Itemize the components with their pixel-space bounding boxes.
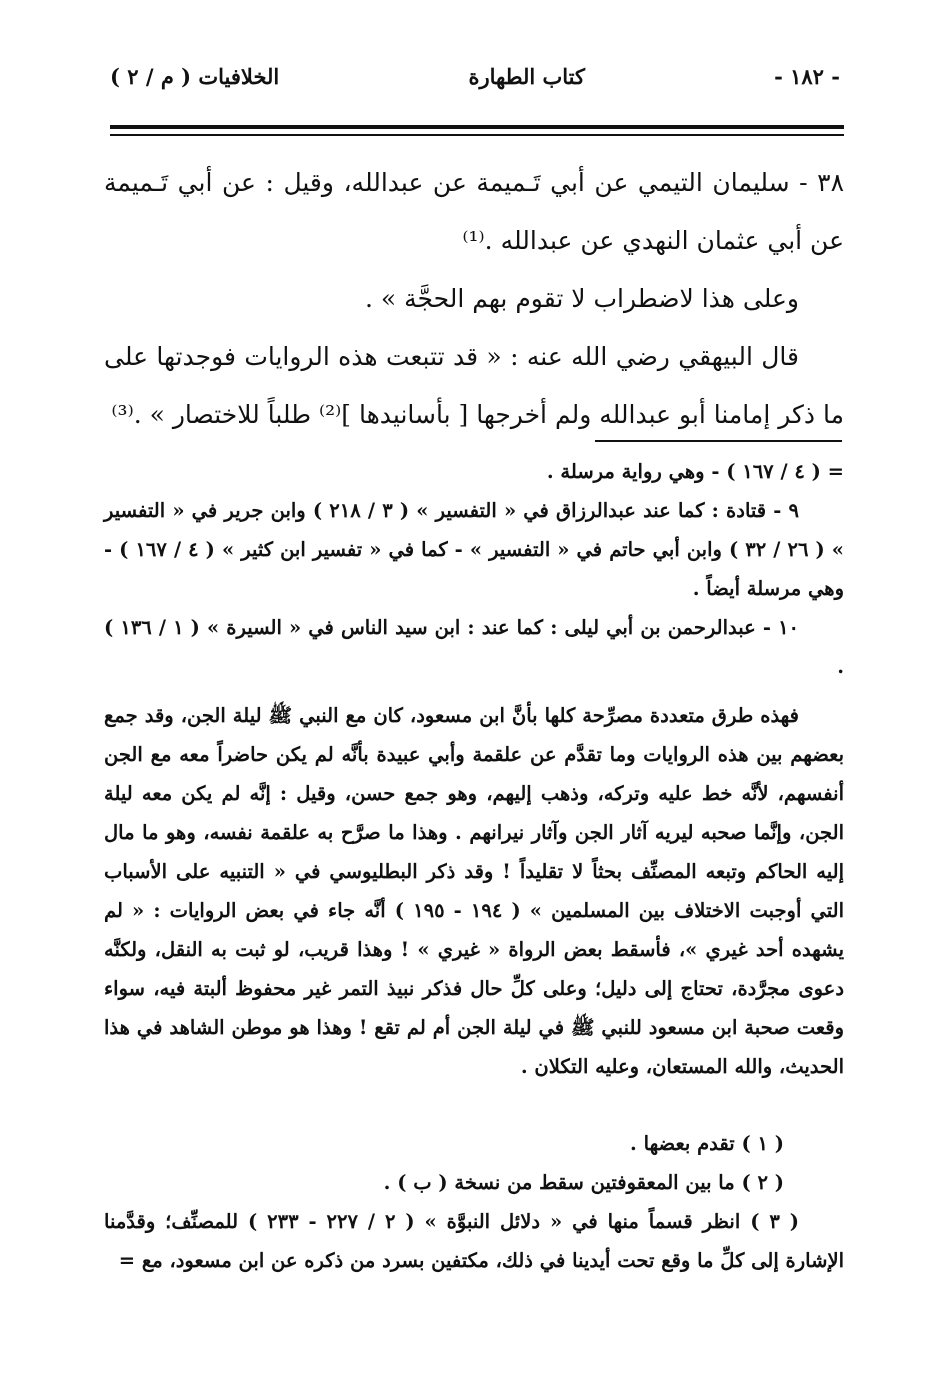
footnote-1: ( ١ ) تقدم بعضها . (630, 1132, 784, 1155)
main-text (104, 154, 844, 444)
footnote-line: ١٠ - عبدالرحمن بن أبي ليلى : كما عند : ابن سيد الناس في « السيرة » ( ١ / ١٣٦ ) . (104, 616, 844, 678)
book-title: كتاب الطهارة (468, 64, 585, 89)
footnote-separator (595, 440, 842, 442)
main-paragraph: وعلى هذا لاضطراب لا تقوم بهم الحجَّة » . (364, 284, 799, 313)
footnote-3: ( ٣ ) انظر قسماً منها في « دلائل النبوَّة » ( ٢ / ٢٢٧ - ٢٣٣ ) للمصنِّف؛ وقدَّمنا الإشارة إلى كلِّ ما وقع تحت أيدينا في ذلك، مكتفين بسرد من ذكره عن ابن مسعود، مع = (104, 1210, 844, 1272)
header-rule-thick (110, 125, 844, 129)
footnote-line: ٩ - قتادة : كما عند عبدالرزاق في « التفسير » ( ٣ / ٢١٨ ) وابن جرير في « التفسير » ( ٢٦ / ٣٢ ) وابن أبي حاتم في « التفسير » - كما في « تفسير ابن كثير » ( ٤ / ١٦٧ ) - وهي مرسلة أيضاً . (104, 499, 844, 600)
page-number: - ١٨٢ - (774, 64, 840, 89)
footnotes (104, 1124, 844, 1280)
footnote-2: ( ٢ ) ما بين المعقوفتين سقط من نسخة ( ب ) . (383, 1171, 784, 1194)
header-rule-thin (110, 134, 844, 136)
page-header (110, 58, 840, 98)
footnotes-continued (104, 452, 844, 686)
main-paragraph: قال البيهقي رضي الله عنه : « قد تتبعت هذه الروايات فوجدتها على ما ذكر إمامنا أبو عبدالله ولم أخرجها [ بأسانيدها ]⁽²⁾ طلباً للاختصار » .⁽³⁾ (104, 342, 844, 429)
main-paragraph: ٣٨ - سليمان التيمي عن أبي تَـميمة عن عبدالله، وقيل : عن أبي تَـميمة عن أبي عثمان النهدي عن عبدالله .⁽¹⁾ (104, 168, 844, 255)
commentary-block (104, 696, 844, 1086)
commentary-paragraph: فهذه طرق متعددة مصرِّحة كلها بأنَّ ابن مسعود، كان مع النبي ﷺ ليلة الجن، وقد جمع بعضهم بين هذه الروايات وما تقدَّم عن علقمة وأبي عبيدة بأنَّه لم يكن حاضراً معه مع الجن أنفسهم، لأنَّه خط عليه وتركه، وذهب إليهم، وهو جمع حسن، وقيل : إنَّه لم يكن معه ليلة الجن، وإنَّما صحبه ليريه آثار الجن وآثار نيرانهم . وهذا ما صرَّح به علقمة نفسه، وهو ما مال إليه الحاكم وتبعه المصنِّف بحثاً لا تقليداً ! وقد ذكر البطليوسي في « التنبيه على الأسباب التي أوجبت الاختلاف بين المسلمين » ( ١٩٤ - ١٩٥ ) أنَّه جاء في بعض الروايات : « لم يشهده أحد غيري »، فأسقط بعض الرواة « غيري » ! وهذا قريب، لو ثبت به النقل، ولكنَّه دعوى مجرَّدة، تحتاج إلى دليل؛ وعلى كلِّ حال فذكر نبيذ التمر غير محفوظ ألبتة فيه، سواء وقعت صحبة ابن مسعود للنبي ﷺ في ليلة الجن أم لم تقع ! وهذا هو موطن الشاهد في هذا الحديث، والله المستعان، وعليه التكلان . (104, 704, 845, 1078)
series-title: الخلافيات ( م / ٢ ) (110, 64, 280, 89)
footnote-line: = ( ٤ / ١٦٧ ) - وهي رواية مرسلة . (546, 460, 844, 483)
